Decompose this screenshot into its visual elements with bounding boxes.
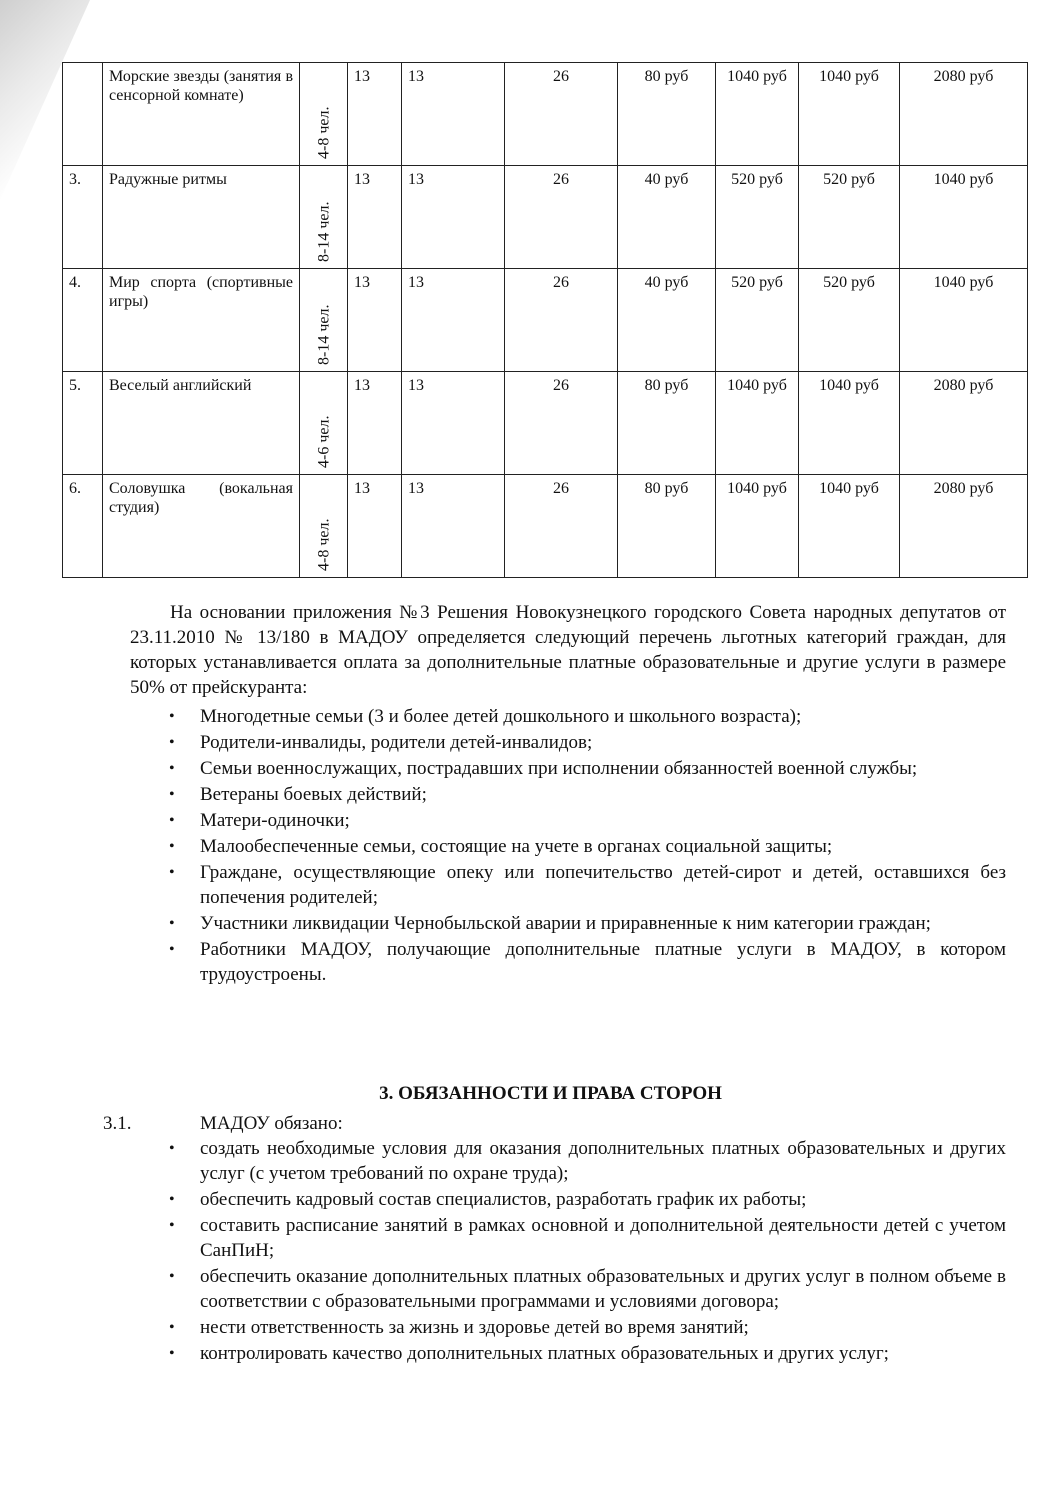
cell-lessons-2: 13: [402, 475, 505, 578]
cell-price-per-lesson: 80 руб: [618, 372, 716, 475]
cell-lessons-total: 26: [505, 372, 618, 475]
cell-lessons-1: 13: [348, 269, 402, 372]
cell-lessons-total: 26: [505, 166, 618, 269]
cell-lessons-2: 13: [402, 269, 505, 372]
service-name: Соловушка (вокальная студия): [103, 475, 300, 578]
cell-price-per-lesson: 40 руб: [618, 269, 716, 372]
duties-list: [165, 1136, 1006, 1367]
list-item: • Семьи военнослужащих, пострадавших при исполнении обязанностей военной службы;: [165, 756, 1006, 781]
subsection-number: 3.1.: [103, 1113, 132, 1134]
group-size-cell: [300, 166, 348, 269]
cell-price-total: 2080 руб: [900, 372, 1028, 475]
cell-price-1: 520 руб: [716, 269, 799, 372]
cell-lessons-total: 26: [505, 475, 618, 578]
intro-paragraph: На основании приложения №3 Решения Новокузнецкого городского Совета народных депутатов от 23.11.2010 № 13/180 в МАДОУ определяется следующий перечень льготных категорий граждан, для которых устанавливается оплата за дополнительные платные образовательные и другие услуги в размере 50% от прейскуранта:: [130, 602, 1006, 698]
list-item: • Работники МАДОУ, получающие дополнительные платные услуги в МАДОУ, в котором трудоустроены.: [165, 937, 1006, 987]
service-name: Радужные ритмы: [103, 166, 300, 269]
table-row: [63, 166, 1028, 269]
row-number: 4.: [63, 269, 103, 372]
cell-price-total: 1040 руб: [900, 269, 1028, 372]
row-number: 5.: [63, 372, 103, 475]
list-item: • обеспечить оказание дополнительных платных образовательных и других услуг в полном объеме в соответствии с образовательными программами и условиями договора;: [165, 1264, 1006, 1314]
table-row: [63, 372, 1028, 475]
cell-lessons-total: 26: [505, 269, 618, 372]
cell-price-total: 2080 руб: [900, 475, 1028, 578]
benefit-categories-list: [165, 704, 1006, 988]
cell-lessons-1: 13: [348, 63, 402, 166]
list-item: • обеспечить кадровый состав специалистов, разработать график их работы;: [165, 1187, 1006, 1212]
group-size: 4-8 чел.: [315, 518, 332, 571]
cell-price-2: 1040 руб: [799, 475, 900, 578]
cell-lessons-2: 13: [402, 166, 505, 269]
cell-price-per-lesson: 80 руб: [618, 475, 716, 578]
cell-lessons-1: 13: [348, 475, 402, 578]
cell-price-total: 1040 руб: [900, 166, 1028, 269]
cell-lessons-1: 13: [348, 166, 402, 269]
cell-price-2: 1040 руб: [799, 372, 900, 475]
list-item: • Участники ликвидации Чернобыльской аварии и приравненные к ним категории граждан;: [165, 911, 1006, 936]
list-item: • Родители-инвалиды, родители детей-инвалидов;: [165, 730, 1006, 755]
cell-price-1: 1040 руб: [716, 63, 799, 166]
list-item: • Малообеспеченные семьи, состоящие на учете в органах социальной защиты;: [165, 834, 1006, 859]
group-size: 8-14 чел.: [315, 304, 332, 365]
group-size: 4-6 чел.: [315, 415, 332, 468]
cell-lessons-2: 13: [402, 372, 505, 475]
cell-lessons-2: 13: [402, 63, 505, 166]
row-number: 3.: [63, 166, 103, 269]
price-table: [62, 62, 1028, 578]
cell-price-2: 520 руб: [799, 166, 900, 269]
service-name: Морские звезды (занятия в сенсорной комнате): [103, 63, 300, 166]
list-item: • Матери-одиночки;: [165, 808, 1006, 833]
cell-price-per-lesson: 40 руб: [618, 166, 716, 269]
cell-price-1: 520 руб: [716, 166, 799, 269]
list-item: • Многодетные семьи (3 и более детей дошкольного и школьного возраста);: [165, 704, 1006, 729]
table-row: [63, 269, 1028, 372]
list-item: • контролировать качество дополнительных платных образовательных и других услуг;: [165, 1341, 1006, 1366]
group-size-cell: [300, 475, 348, 578]
group-size: 8-14 чел.: [315, 201, 332, 262]
cell-price-1: 1040 руб: [716, 372, 799, 475]
cell-price-2: 520 руб: [799, 269, 900, 372]
row-number: [63, 63, 103, 166]
cell-price-2: 1040 руб: [799, 63, 900, 166]
table-row: [63, 63, 1028, 166]
group-size-cell: [300, 269, 348, 372]
list-item: • создать необходимые условия для оказания дополнительных платных образовательных и других услуг (с учетом требований по охране труда);: [165, 1136, 1006, 1186]
subsection-label: МАДОУ обязано:: [200, 1113, 343, 1134]
section-heading: 3. ОБЯЗАННОСТИ И ПРАВА СТОРОН: [379, 1083, 722, 1104]
list-item: • Ветераны боевых действий;: [165, 782, 1006, 807]
cell-price-1: 1040 руб: [716, 475, 799, 578]
cell-lessons-1: 13: [348, 372, 402, 475]
table-row: [63, 475, 1028, 578]
service-name: Мир спорта (спортивные игры): [103, 269, 300, 372]
group-size-cell: [300, 63, 348, 166]
row-number: 6.: [63, 475, 103, 578]
list-item: • Граждане, осуществляющие опеку или попечительство детей-сирот и детей, оставшихся без попечения родителей;: [165, 860, 1006, 910]
cell-lessons-total: 26: [505, 63, 618, 166]
list-item: • нести ответственность за жизнь и здоровье детей во время занятий;: [165, 1315, 1006, 1340]
group-size-cell: [300, 372, 348, 475]
service-name: Веселый английский: [103, 372, 300, 475]
cell-price-total: 2080 руб: [900, 63, 1028, 166]
list-item: • составить расписание занятий в рамках основной и дополнительной деятельности детей с учетом СанПиН;: [165, 1213, 1006, 1263]
cell-price-per-lesson: 80 руб: [618, 63, 716, 166]
group-size: 4-8 чел.: [315, 106, 332, 159]
